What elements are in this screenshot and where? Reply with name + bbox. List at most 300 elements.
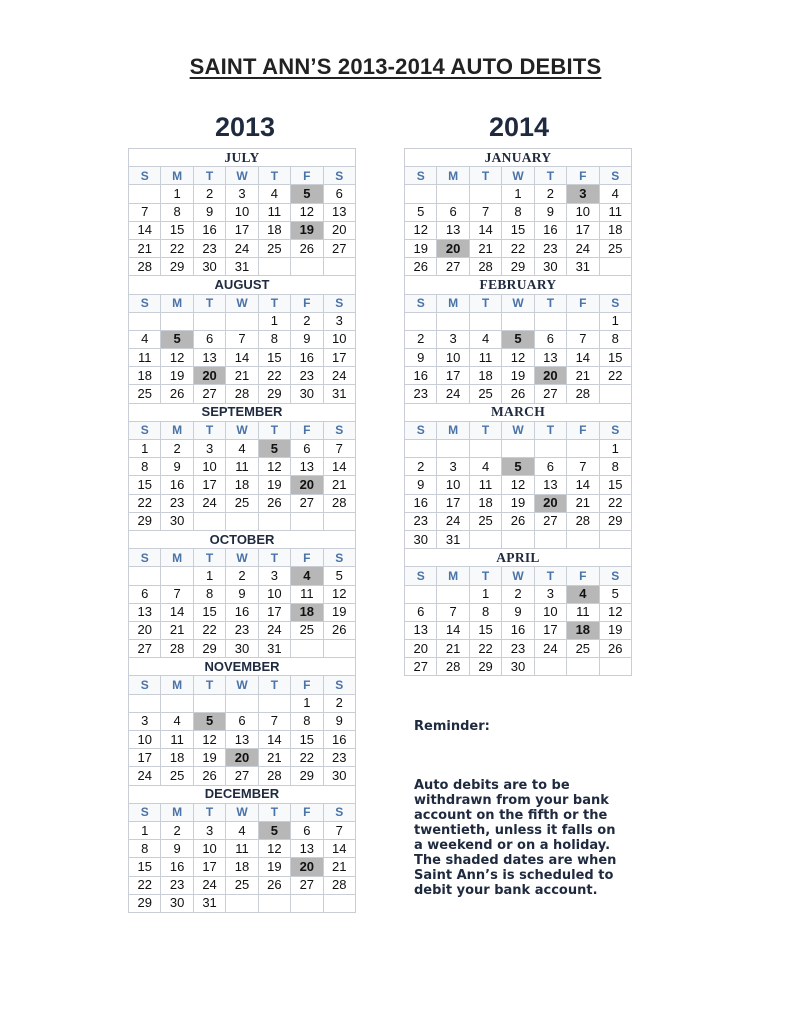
day-cell: 6	[291, 821, 323, 839]
weekday-header: S	[129, 676, 161, 694]
weekday-header: M	[437, 421, 469, 439]
day-cell: 13	[323, 203, 355, 221]
day-cell: 31	[567, 258, 599, 276]
day-cell: 24	[226, 239, 258, 257]
day-cell: 19	[502, 494, 534, 512]
weekday-header: T	[469, 567, 501, 585]
day-cell: 3	[437, 330, 469, 348]
day-cell: 26	[258, 494, 290, 512]
day-cell: 15	[502, 221, 534, 239]
debit-day-cell: 5	[193, 712, 225, 730]
day-cell: 18	[599, 221, 631, 239]
day-cell: 18	[129, 367, 161, 385]
empty-cell	[469, 185, 501, 203]
day-cell: 11	[291, 585, 323, 603]
day-cell: 21	[129, 239, 161, 257]
day-cell: 28	[129, 258, 161, 276]
month-name: APRIL	[405, 549, 632, 567]
day-cell: 29	[193, 640, 225, 658]
day-cell: 24	[193, 876, 225, 894]
day-cell: 9	[161, 840, 193, 858]
week-row	[129, 694, 356, 712]
day-cell: 28	[161, 640, 193, 658]
day-cell: 30	[161, 894, 193, 912]
day-cell: 19	[258, 858, 290, 876]
empty-cell	[405, 440, 437, 458]
weekday-header: S	[599, 167, 631, 185]
day-cell: 28	[437, 658, 469, 676]
empty-cell	[129, 312, 161, 330]
day-cell: 10	[193, 840, 225, 858]
day-cell: 9	[502, 603, 534, 621]
empty-cell	[323, 258, 355, 276]
day-cell: 2	[291, 312, 323, 330]
weekday-header: T	[258, 676, 290, 694]
day-cell: 23	[534, 239, 566, 257]
day-cell: 2	[161, 821, 193, 839]
debit-day-cell: 20	[534, 367, 566, 385]
day-cell: 18	[258, 221, 290, 239]
weekday-row	[405, 421, 632, 439]
day-cell: 20	[405, 640, 437, 658]
day-cell: 24	[258, 621, 290, 639]
empty-cell	[469, 312, 501, 330]
day-cell: 22	[599, 367, 631, 385]
weekday-header: S	[599, 294, 631, 312]
day-cell: 11	[258, 203, 290, 221]
day-cell: 13	[129, 603, 161, 621]
week-row	[129, 440, 356, 458]
weekday-header: W	[502, 421, 534, 439]
day-cell: 1	[193, 567, 225, 585]
week-row	[129, 239, 356, 257]
day-cell: 27	[291, 494, 323, 512]
calendar-2013	[128, 148, 356, 913]
day-cell: 31	[258, 640, 290, 658]
weekday-header: W	[226, 167, 258, 185]
day-cell: 15	[129, 858, 161, 876]
month-name: OCTOBER	[129, 530, 356, 548]
weekday-header: M	[161, 803, 193, 821]
day-cell: 22	[129, 876, 161, 894]
day-cell: 31	[437, 530, 469, 548]
week-row	[129, 840, 356, 858]
day-cell: 9	[291, 330, 323, 348]
weekday-header: T	[534, 567, 566, 585]
reminder-heading: Reminder:	[414, 719, 490, 734]
day-cell: 4	[469, 330, 501, 348]
weekday-row	[129, 803, 356, 821]
day-cell: 2	[226, 567, 258, 585]
empty-cell	[567, 440, 599, 458]
day-cell: 29	[129, 512, 161, 530]
weekday-header: T	[258, 294, 290, 312]
week-row	[405, 512, 632, 530]
weekday-header: S	[323, 549, 355, 567]
empty-cell	[469, 530, 501, 548]
day-cell: 17	[437, 494, 469, 512]
day-cell: 9	[226, 585, 258, 603]
empty-cell	[567, 312, 599, 330]
day-cell: 16	[502, 621, 534, 639]
week-row	[129, 640, 356, 658]
day-cell: 12	[323, 585, 355, 603]
weekday-header: W	[226, 549, 258, 567]
weekday-header: M	[437, 294, 469, 312]
day-cell: 16	[161, 858, 193, 876]
empty-cell	[599, 658, 631, 676]
day-cell: 27	[534, 512, 566, 530]
day-cell: 21	[323, 476, 355, 494]
day-cell: 22	[258, 367, 290, 385]
debit-day-cell: 20	[226, 749, 258, 767]
empty-cell	[258, 512, 290, 530]
month-name: JANUARY	[405, 149, 632, 167]
day-cell: 22	[469, 640, 501, 658]
day-cell: 14	[323, 840, 355, 858]
month-name: DECEMBER	[129, 785, 356, 803]
empty-cell	[405, 585, 437, 603]
day-cell: 5	[599, 585, 631, 603]
day-cell: 18	[226, 476, 258, 494]
day-cell: 21	[323, 858, 355, 876]
month-name: JULY	[129, 149, 356, 167]
weekday-header: T	[193, 676, 225, 694]
day-cell: 26	[193, 767, 225, 785]
year-label-2013: 2013	[214, 112, 276, 142]
weekday-header: W	[502, 294, 534, 312]
weekday-header: M	[161, 549, 193, 567]
empty-cell	[161, 567, 193, 585]
day-cell: 15	[599, 349, 631, 367]
weekday-header: S	[405, 167, 437, 185]
day-cell: 13	[291, 458, 323, 476]
calendar-2014	[404, 148, 632, 676]
day-cell: 21	[567, 367, 599, 385]
day-cell: 21	[437, 640, 469, 658]
day-cell: 14	[161, 603, 193, 621]
day-cell: 4	[161, 712, 193, 730]
empty-cell	[193, 694, 225, 712]
day-cell: 17	[258, 603, 290, 621]
weekday-header: W	[226, 676, 258, 694]
month-header-row	[129, 276, 356, 294]
day-cell: 3	[323, 312, 355, 330]
empty-cell	[258, 894, 290, 912]
debit-day-cell: 5	[502, 458, 534, 476]
day-cell: 10	[258, 585, 290, 603]
day-cell: 3	[193, 821, 225, 839]
month-header-row	[129, 658, 356, 676]
day-cell: 8	[161, 203, 193, 221]
day-cell: 5	[323, 567, 355, 585]
day-cell: 17	[129, 749, 161, 767]
debit-day-cell: 5	[258, 821, 290, 839]
week-row	[129, 731, 356, 749]
weekday-header: F	[291, 167, 323, 185]
weekday-header: W	[226, 294, 258, 312]
week-row	[129, 749, 356, 767]
day-cell: 30	[405, 530, 437, 548]
day-cell: 26	[323, 621, 355, 639]
empty-cell	[291, 640, 323, 658]
day-cell: 1	[129, 440, 161, 458]
day-cell: 7	[323, 821, 355, 839]
week-row	[405, 494, 632, 512]
debit-day-cell: 5	[161, 330, 193, 348]
day-cell: 29	[258, 385, 290, 403]
day-cell: 2	[161, 440, 193, 458]
day-cell: 17	[193, 476, 225, 494]
day-cell: 15	[129, 476, 161, 494]
empty-cell	[193, 312, 225, 330]
day-cell: 24	[437, 512, 469, 530]
weekday-header: F	[567, 421, 599, 439]
day-cell: 17	[193, 858, 225, 876]
day-cell: 6	[534, 330, 566, 348]
day-cell: 13	[405, 621, 437, 639]
day-cell: 2	[193, 185, 225, 203]
day-cell: 23	[405, 512, 437, 530]
day-cell: 9	[405, 476, 437, 494]
day-cell: 13	[437, 221, 469, 239]
empty-cell	[502, 440, 534, 458]
day-cell: 15	[258, 349, 290, 367]
day-cell: 21	[258, 749, 290, 767]
day-cell: 7	[226, 330, 258, 348]
empty-cell	[226, 694, 258, 712]
day-cell: 15	[599, 476, 631, 494]
weekday-header: S	[323, 294, 355, 312]
day-cell: 18	[469, 494, 501, 512]
page-title: SAINT ANN’S 2013-2014 AUTO DEBITS	[189, 54, 602, 79]
day-cell: 6	[405, 603, 437, 621]
day-cell: 29	[161, 258, 193, 276]
debit-day-cell: 20	[534, 494, 566, 512]
day-cell: 16	[291, 349, 323, 367]
day-cell: 21	[161, 621, 193, 639]
week-row	[129, 512, 356, 530]
weekday-header: T	[258, 803, 290, 821]
day-cell: 8	[599, 458, 631, 476]
day-cell: 10	[437, 349, 469, 367]
week-row	[405, 367, 632, 385]
day-cell: 12	[291, 203, 323, 221]
day-cell: 29	[129, 894, 161, 912]
month-header-row	[129, 149, 356, 167]
day-cell: 12	[258, 840, 290, 858]
weekday-header: F	[291, 421, 323, 439]
day-cell: 12	[258, 458, 290, 476]
week-row	[405, 603, 632, 621]
day-cell: 23	[405, 385, 437, 403]
weekday-header: M	[161, 294, 193, 312]
month-name: MARCH	[405, 403, 632, 421]
weekday-row	[129, 549, 356, 567]
day-cell: 11	[469, 349, 501, 367]
day-cell: 30	[226, 640, 258, 658]
day-cell: 3	[437, 458, 469, 476]
empty-cell	[502, 312, 534, 330]
day-cell: 27	[405, 658, 437, 676]
weekday-header: S	[405, 567, 437, 585]
day-cell: 31	[193, 894, 225, 912]
empty-cell	[291, 258, 323, 276]
day-cell: 10	[226, 203, 258, 221]
day-cell: 18	[226, 858, 258, 876]
day-cell: 3	[193, 440, 225, 458]
day-cell: 26	[258, 876, 290, 894]
day-cell: 17	[567, 221, 599, 239]
day-cell: 15	[469, 621, 501, 639]
empty-cell	[437, 185, 469, 203]
day-cell: 23	[193, 239, 225, 257]
weekday-header: S	[599, 421, 631, 439]
day-cell: 25	[567, 640, 599, 658]
day-cell: 8	[502, 203, 534, 221]
day-cell: 21	[469, 239, 501, 257]
weekday-header: S	[129, 549, 161, 567]
week-row	[129, 312, 356, 330]
week-row	[129, 258, 356, 276]
day-cell: 13	[291, 840, 323, 858]
day-cell: 28	[567, 512, 599, 530]
day-cell: 10	[129, 731, 161, 749]
weekday-header: S	[129, 294, 161, 312]
day-cell: 19	[599, 621, 631, 639]
weekday-header: F	[291, 676, 323, 694]
day-cell: 14	[226, 349, 258, 367]
day-cell: 27	[437, 258, 469, 276]
month-header-row	[129, 530, 356, 548]
day-cell: 9	[534, 203, 566, 221]
day-cell: 22	[129, 494, 161, 512]
day-cell: 26	[502, 512, 534, 530]
day-cell: 7	[567, 458, 599, 476]
weekday-header: S	[405, 421, 437, 439]
day-cell: 13	[193, 349, 225, 367]
week-row	[405, 258, 632, 276]
month-header-row	[405, 403, 632, 421]
week-row	[405, 349, 632, 367]
week-row	[129, 603, 356, 621]
day-cell: 24	[567, 239, 599, 257]
day-cell: 10	[193, 458, 225, 476]
day-cell: 1	[599, 312, 631, 330]
weekday-header: T	[258, 421, 290, 439]
week-row	[405, 658, 632, 676]
empty-cell	[469, 440, 501, 458]
weekday-header: F	[567, 567, 599, 585]
empty-cell	[534, 312, 566, 330]
day-cell: 11	[129, 349, 161, 367]
day-cell: 25	[599, 239, 631, 257]
day-cell: 24	[193, 494, 225, 512]
day-cell: 8	[469, 603, 501, 621]
week-row	[405, 476, 632, 494]
day-cell: 31	[226, 258, 258, 276]
weekday-header: S	[323, 167, 355, 185]
day-cell: 19	[258, 476, 290, 494]
week-row	[129, 185, 356, 203]
day-cell: 25	[161, 767, 193, 785]
debit-day-cell: 19	[291, 221, 323, 239]
day-cell: 27	[226, 767, 258, 785]
day-cell: 16	[193, 221, 225, 239]
day-cell: 30	[291, 385, 323, 403]
debit-day-cell: 5	[258, 440, 290, 458]
empty-cell	[405, 185, 437, 203]
day-cell: 1	[502, 185, 534, 203]
weekday-header: M	[161, 676, 193, 694]
day-cell: 7	[258, 712, 290, 730]
day-cell: 7	[567, 330, 599, 348]
weekday-row	[129, 167, 356, 185]
week-row	[129, 494, 356, 512]
day-cell: 29	[599, 512, 631, 530]
debit-day-cell: 4	[291, 567, 323, 585]
empty-cell	[193, 512, 225, 530]
day-cell: 20	[323, 221, 355, 239]
week-row	[129, 894, 356, 912]
day-cell: 24	[437, 385, 469, 403]
day-cell: 19	[193, 749, 225, 767]
day-cell: 22	[193, 621, 225, 639]
day-cell: 2	[405, 330, 437, 348]
debit-day-cell: 3	[567, 185, 599, 203]
debit-day-cell: 20	[291, 858, 323, 876]
day-cell: 14	[469, 221, 501, 239]
week-row	[129, 567, 356, 585]
weekday-header: F	[291, 803, 323, 821]
day-cell: 8	[129, 458, 161, 476]
day-cell: 4	[226, 821, 258, 839]
day-cell: 15	[291, 731, 323, 749]
weekday-header: S	[129, 803, 161, 821]
day-cell: 12	[161, 349, 193, 367]
empty-cell	[291, 894, 323, 912]
weekday-header: T	[193, 167, 225, 185]
month-name: SEPTEMBER	[129, 403, 356, 421]
reminder-text: Auto debits are to be withdrawn from your bank account on the fifth or the twentieth, unless it falls on a weekend or on a holiday. The shaded dates are when Saint Ann’s is scheduled to debit your bank account.	[414, 778, 617, 898]
day-cell: 1	[469, 585, 501, 603]
day-cell: 7	[161, 585, 193, 603]
week-row	[405, 203, 632, 221]
week-row	[405, 385, 632, 403]
empty-cell	[437, 312, 469, 330]
day-cell: 28	[323, 494, 355, 512]
day-cell: 8	[258, 330, 290, 348]
weekday-row	[129, 676, 356, 694]
empty-cell	[323, 894, 355, 912]
weekday-header: T	[534, 294, 566, 312]
month-name: AUGUST	[129, 276, 356, 294]
month-header-row	[405, 549, 632, 567]
debit-day-cell: 4	[567, 585, 599, 603]
year-label-2014: 2014	[488, 112, 550, 142]
week-row	[405, 458, 632, 476]
day-cell: 10	[567, 203, 599, 221]
day-cell: 14	[323, 458, 355, 476]
empty-cell	[567, 530, 599, 548]
empty-cell	[129, 185, 161, 203]
day-cell: 9	[405, 349, 437, 367]
week-row	[129, 367, 356, 385]
weekday-header: M	[437, 167, 469, 185]
weekday-row	[129, 294, 356, 312]
weekday-header: M	[161, 167, 193, 185]
empty-cell	[534, 530, 566, 548]
